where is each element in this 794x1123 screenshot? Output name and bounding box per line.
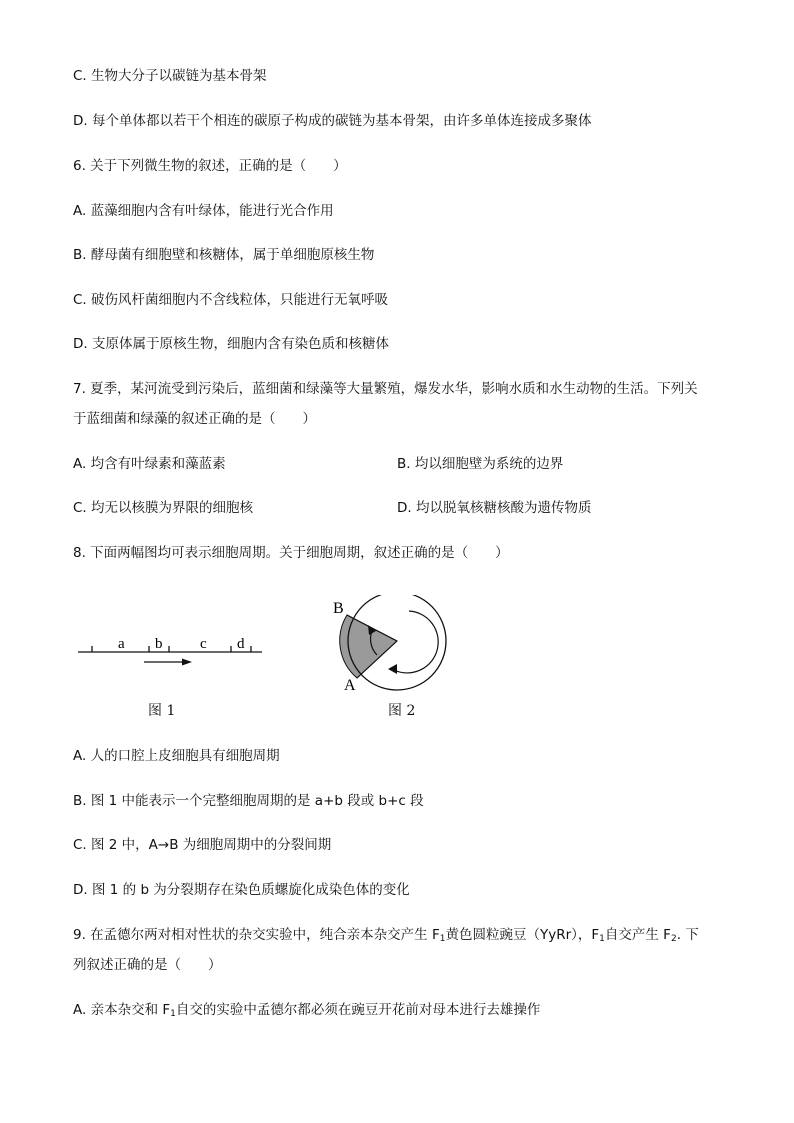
segment-b-label: b (155, 636, 163, 652)
question-8: 8. 下面两幅图均可表示细胞周期。关于细胞周期，叙述正确的是（ ） (73, 545, 509, 561)
option-a-q9: A. 亲本杂交和 $F_1$自交的实验中孟德尔都必须在豌豆开花前对母本进行去雄操作 (73, 1002, 541, 1019)
option-b-q6: B. 酵母菌有细胞壁和核糖体，属于单细胞原核生物 (73, 247, 375, 263)
option-a-q7: A. 均含有叶绿素和藻蓝素 (73, 456, 226, 472)
option-d-q7: D. 均以脱氧核糖核酸为遗传物质 (397, 500, 592, 516)
figure-1-caption: 图 1 (148, 703, 176, 719)
option-c-q5: C. 生物大分子以碳链为基本骨架 (73, 68, 267, 84)
option-c-q8: C. 图 2 中，A→B 为细胞周期中的分裂间期 (73, 837, 332, 853)
figure-1-diagram (76, 632, 266, 672)
option-c-q7: C. 均无以核膜为界限的细胞核 (73, 500, 254, 516)
segment-a-label: a (118, 636, 125, 652)
question-9-line-1: 9. 在孟德尔两对相对性状的杂交实验中，纯合亲本杂交产生 $F_1$黄色圆粒豌豆（YyRr），$F_1$自交产生 $F_2$. 下 (73, 927, 699, 944)
question-7-line-2: 于蓝细菌和绿藻的叙述正确的是（ ） (73, 411, 316, 427)
option-d-q6: D. 支原体属于原核生物，细胞内含有染色质和核糖体 (73, 336, 389, 352)
question-7-line-1: 7. 夏季，某河流受到污染后，蓝细菌和绿藻等大量繁殖，爆发水华，影响水质和水生动物的生活。下列关 (73, 381, 698, 397)
option-b-q8: B. 图 1 中能表示一个完整细胞周期的是 a+b 段或 b+c 段 (73, 793, 424, 809)
option-a-q6: A. 蓝藻细胞内含有叶绿体，能进行光合作用 (73, 203, 334, 219)
option-b-q7: B. 均以细胞壁为系统的边界 (397, 456, 564, 472)
figure-2-diagram (330, 595, 460, 695)
segment-c-label: c (200, 636, 207, 652)
segment-d-label: d (237, 636, 245, 652)
option-a-q8: A. 人的口腔上皮细胞具有细胞周期 (73, 748, 280, 764)
question-6: 6. 关于下列微生物的叙述，正确的是（ ） (73, 158, 347, 174)
option-d-q8: D. 图 1 的 b 为分裂期存在染色质螺旋化成染色体的变化 (73, 882, 410, 898)
point-a-label: A (344, 677, 356, 694)
point-b-label: B (333, 600, 344, 617)
option-c-q6: C. 破伤风杆菌细胞内不含线粒体，只能进行无氧呼吸 (73, 292, 389, 308)
figure-2-caption: 图 2 (388, 703, 416, 719)
question-9-line-2: 列叙述正确的是（ ） (73, 957, 222, 973)
option-d-q5: D. 每个单体都以若干个相连的碳原子构成的碳链为基本骨架，由许多单体连接成多聚体 (73, 113, 592, 129)
